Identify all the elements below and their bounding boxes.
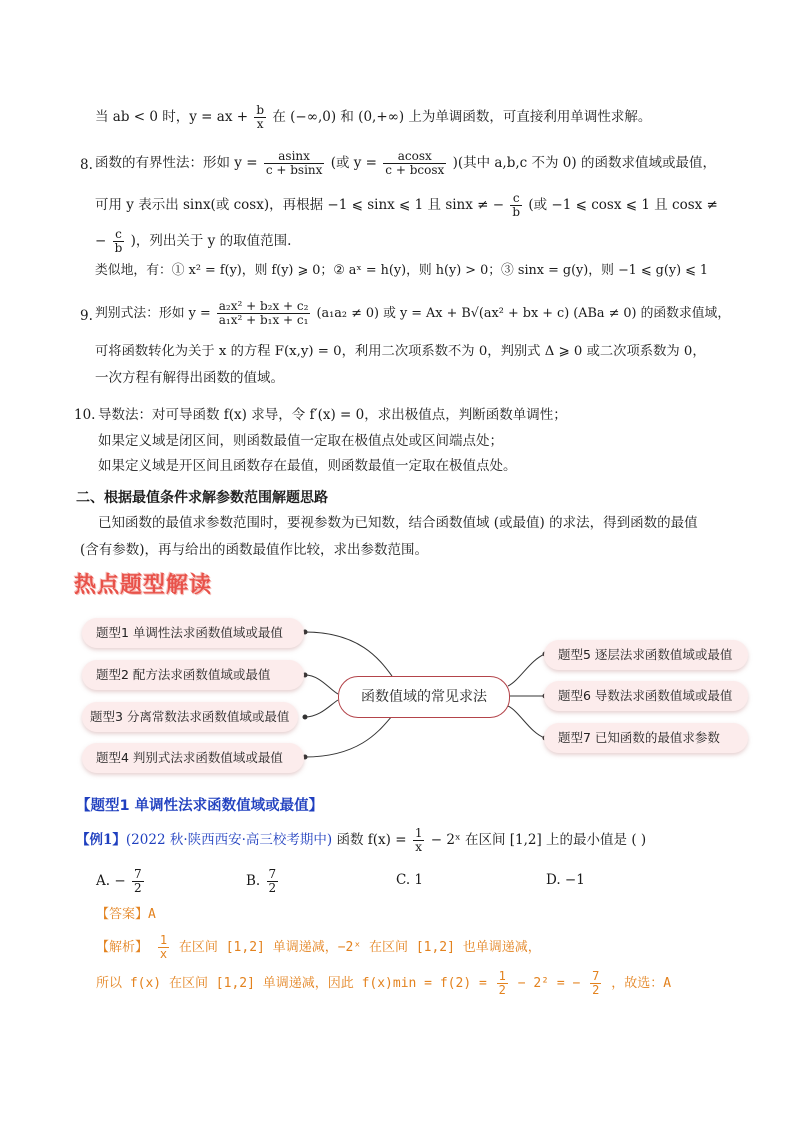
- fraction: $\frac{1}{x}$: [414, 826, 423, 854]
- section2-line2: (含有参数)，再与给出的函数最值作比较，求出参数范围。: [80, 542, 429, 558]
- connector-line: [305, 632, 392, 676]
- example-question: 【例1】(2022 秋·陕西西安·高三校考期中) 函数 f(x) = $\frac{1}{x}$ − 2ˣ 在区间 [1,2] 上的最小值是 ( ): [76, 826, 647, 854]
- connector-dot: [303, 715, 308, 720]
- item9-line1: 判别式法：形如 y = $\frac{\text{a₂x² + b₂x + c₂}}{\text{a₁x² + b₁x + c₁}}$ (a₁a₂ ≠ 0) 或 y = Ax + B√(ax² + bx + c) (ABa ≠ 0) 的函数求值域，: [95, 299, 731, 327]
- mindmap-left-item: 题型4 判别式法求函数值域或最值: [82, 743, 304, 773]
- mindmap-left-item: 题型2 配方法求函数值域或最值: [82, 660, 304, 690]
- mindmap-right-item: 题型7 已知函数的最值求参数: [544, 723, 748, 753]
- item8-line3: − $\frac{c}{b}$ )，列出关于 y 的取值范围.: [95, 227, 292, 255]
- fraction: $\frac{7}{2}$: [133, 867, 142, 895]
- item-number: 9.: [80, 308, 93, 324]
- option-a: A. − $\frac{7}{2}$: [96, 867, 142, 895]
- solution-line2: 所以 f(x) 在区间 [1,2] 单调递减，因此 f(x)min = f(2) = $\frac{1}{2}$ − 2² = − $\frac{7}{2}$ ，故选：A: [96, 969, 672, 997]
- item8-line2: 可用 y 表示出 sinx(或 cosx)，再根据 −1 ⩽ sinx ⩽ 1 且 sinx ≠ − $\frac{c}{b}$ (或 −1 ⩽ cosx ⩽ 1 且 cosx ≠: [95, 191, 718, 219]
- item10-line2: 如果定义域是闭区间，则函数最值一定取在极值点处或区间端点处；: [98, 433, 503, 449]
- fraction: $\frac{1}{x}$: [159, 933, 168, 961]
- fraction: $\frac{b}{x}$: [256, 103, 265, 131]
- option-c: C. 1: [396, 872, 424, 888]
- hot-topics-title: 热点题型解读: [74, 573, 213, 598]
- mindmap-center: 函数值域的常见求法: [338, 676, 510, 718]
- fraction: $\frac{acosx}{c + bcosx}$: [385, 149, 445, 177]
- section2-line1: 已知函数的最值求参数范围时，要视参数为已知数，结合函数值域 (或最值) 的求法，得到函数的最值: [98, 515, 698, 531]
- fraction: $\frac{7}{2}$: [268, 867, 277, 895]
- fraction: $\frac{7}{2}$: [592, 969, 600, 997]
- mindmap-left-item: 题型3 分离常数法求函数值域或最值: [82, 702, 298, 732]
- item-number: 8.: [80, 157, 93, 173]
- connector-line: [508, 654, 545, 686]
- connector-line: [305, 716, 392, 757]
- fraction: $\frac{c}{b}$: [512, 191, 521, 219]
- section-title: 二、根据最值条件求解参数范围解题思路: [76, 490, 328, 506]
- mindmap-left-item: 题型1 单调性法求函数值域或最值: [82, 618, 304, 648]
- fraction: $\frac{asinx}{c + bsinx}$: [265, 149, 323, 177]
- option-d: D. −1: [546, 872, 585, 888]
- fraction: $\frac{c}{b}$: [114, 227, 123, 255]
- item9-line2: 可将函数转化为关于 x 的方程 F(x,y) = 0，利用二次项系数不为 0，判别式 Δ ⩾ 0 或二次项系数为 0，: [95, 344, 706, 359]
- item10-line1: 导数法：对可导函数 f(x) 求导，令 f′(x) = 0，求出极值点，判断函数单调性；: [98, 407, 567, 423]
- option-b: B. $\frac{7}{2}$: [246, 867, 277, 895]
- connector-line: [305, 675, 338, 694]
- answer-line: 【答案】A: [96, 907, 156, 922]
- mindmap-right-item: 题型5 逐层法求函数值域或最值: [544, 640, 748, 670]
- mindmap-right-item: 题型6 导数法求函数值域或最值: [544, 681, 748, 711]
- item10-line3: 如果定义域是开区间且函数存在最值，则函数最值一定取在极值点处。: [98, 458, 517, 474]
- item8-line1: 函数的有界性法：形如 y = $\frac{asinx}{c + bsinx}$ (或 y = $\frac{acosx}{c + bcosx}$ )(其中 a,b,c 不为 0) 的函数求值域或最值，: [95, 149, 716, 177]
- question-type-title: 【题型1 单调性法求函数值域或最值】: [76, 798, 324, 814]
- item9-line3: 一次方程有解得出函数的值域。: [95, 370, 284, 386]
- monotonic-note: 当 ab < 0 时，y = ax + $\frac{b}{x}$ 在 (−∞,0) 和 (0,+∞) 上为单调函数，可直接利用单调性求解。: [95, 103, 652, 131]
- solution-line1: 【解析】 $\frac{1}{x}$ 在区间 [1,2] 单调递减，−2ˣ 在区间 [1,2] 也单调递减，: [96, 933, 541, 961]
- fraction: $\frac{\text{a₂x² + b₂x + c₂}}{\text{a₁x² + b₁x + c₁}}$: [218, 299, 309, 327]
- connector-line: [508, 706, 545, 738]
- fraction: $\frac{1}{2}$: [498, 969, 506, 997]
- item-number: 10.: [74, 407, 96, 423]
- item8-line4: 类似地，有：① x² = f(y)，则 f(y) ⩾ 0；② aˣ = h(y)，则 h(y) > 0；③ sinx = g(y)，则 −1 ⩽ g(y) ⩽ 1: [95, 263, 709, 278]
- connector-line: [305, 700, 338, 717]
